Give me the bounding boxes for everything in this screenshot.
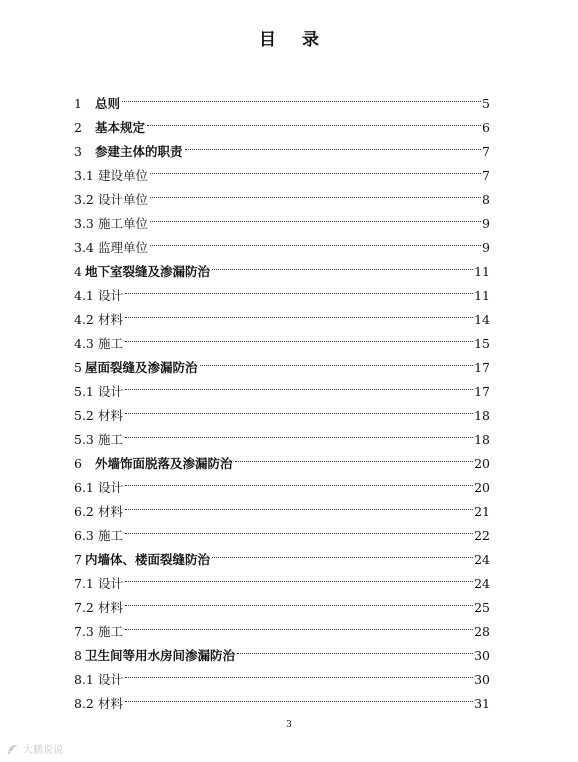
toc-entry-number: 3.3 [74, 216, 94, 231]
toc-entry[interactable] [74, 564, 490, 591]
toc-entry-label: 材料 [98, 696, 124, 711]
toc-entry-page: 9 [482, 216, 490, 231]
toc-entry-page: 25 [474, 600, 490, 615]
toc-dot-leader [236, 636, 473, 660]
toc-entry-page: 28 [474, 624, 490, 639]
toc-entry-label: 外墙饰面脱落及渗漏防治 [95, 456, 233, 471]
toc-entry-number: 2 [74, 120, 82, 135]
toc-entry-number: 3.1 [74, 168, 94, 183]
toc-entry[interactable] [74, 468, 490, 495]
toc-entry-label: 施工 [98, 432, 124, 447]
toc-entry-number: 8 [74, 648, 82, 663]
page-number: 3 [286, 720, 292, 730]
toc-entry-page: 18 [474, 432, 490, 447]
toc-dot-leader [124, 300, 473, 324]
toc-dot-leader [149, 204, 481, 228]
toc-entry-page: 7 [482, 144, 490, 159]
toc-entry-page: 17 [474, 384, 490, 399]
toc-entry-page: 31 [474, 696, 490, 711]
page-title: 目 录 [259, 30, 329, 50]
toc-entry-label: 施工 [98, 624, 124, 639]
toc-entry[interactable] [74, 636, 490, 663]
toc-dot-leader [146, 108, 481, 132]
toc-entry-page: 30 [474, 672, 490, 687]
toc-entry-number: 4.1 [74, 288, 94, 303]
toc-dot-leader [124, 588, 473, 612]
toc-entry-page: 30 [474, 648, 490, 663]
toc-entry[interactable] [74, 348, 490, 375]
toc-entry-label: 施工 [98, 336, 124, 351]
toc-entry-number: 3.2 [74, 192, 94, 207]
toc-entry-page: 8 [482, 192, 490, 207]
toc-entry-number: 6.1 [74, 480, 94, 495]
toc-entry[interactable] [74, 84, 490, 111]
toc-entry-label: 监理单位 [98, 240, 149, 255]
toc-entry-label: 设计 [98, 672, 124, 687]
toc-entry-page: 14 [474, 312, 490, 327]
toc-dot-leader [124, 564, 473, 588]
toc-dot-leader [124, 396, 473, 420]
toc-entry-page: 24 [474, 552, 490, 567]
toc-entry[interactable] [74, 660, 490, 687]
toc-entry[interactable] [74, 684, 490, 711]
toc-dot-leader [124, 372, 473, 396]
toc-entry-number: 6 [74, 456, 82, 471]
toc-entry-page: 6 [482, 120, 490, 135]
toc-entry[interactable] [74, 492, 490, 519]
watermark-logo-icon [6, 743, 20, 755]
toc-dot-leader [124, 660, 473, 684]
toc-entry-label: 屋面裂缝及渗漏防治 [85, 360, 198, 375]
toc-dot-leader [211, 540, 473, 564]
toc-entry-page: 18 [474, 408, 490, 423]
toc-dot-leader [124, 516, 473, 540]
toc-entry-page: 15 [474, 336, 490, 351]
toc-entry-number: 4 [74, 264, 82, 279]
toc-entry-label: 地下室裂缝及渗漏防治 [85, 264, 211, 279]
toc-entry[interactable] [74, 372, 490, 399]
toc-entry-number: 4.2 [74, 312, 94, 327]
toc-entry-label: 材料 [98, 600, 124, 615]
toc-entry-page: 5 [482, 96, 490, 111]
toc-entry-number: 8.1 [74, 672, 94, 687]
toc-entry-number: 7.3 [74, 624, 94, 639]
toc-entry-label: 总则 [95, 96, 121, 111]
toc-entry-number: 8.2 [74, 696, 94, 711]
toc-entry-page: 9 [482, 240, 490, 255]
toc-entry-label: 材料 [98, 312, 124, 327]
toc-entry-number: 5 [74, 360, 82, 375]
toc-entry-label: 施工 [98, 528, 124, 543]
toc-entry[interactable] [74, 540, 490, 567]
toc-entry[interactable] [74, 276, 490, 303]
toc-entry-page: 21 [474, 504, 490, 519]
toc-entry-page: 22 [474, 528, 490, 543]
toc-entry-page: 20 [474, 480, 490, 495]
toc-dot-leader [124, 612, 473, 636]
toc-entry-number: 7.2 [74, 600, 94, 615]
toc-dot-leader [124, 324, 473, 348]
toc-entry[interactable] [74, 324, 490, 351]
toc-entry-number: 3.4 [74, 240, 94, 255]
toc-entry-page: 24 [474, 576, 490, 591]
toc-entry-label: 设计 [98, 384, 124, 399]
toc-dot-leader [124, 420, 473, 444]
toc-entry-number: 3 [74, 144, 82, 159]
toc-entry-label: 设计 [98, 480, 124, 495]
toc-entry-number: 1 [74, 96, 82, 111]
toc-entry-label: 内墙体、楼面裂缝防治 [85, 552, 211, 567]
toc-entry-page: 11 [474, 288, 490, 303]
toc-dot-leader [211, 252, 473, 276]
toc-entry-label: 设计 [98, 288, 124, 303]
watermark-text: 大鹏说说 [23, 745, 63, 756]
toc-entry-number: 4.3 [74, 336, 94, 351]
toc-entry-number: 7 [74, 552, 82, 567]
toc-entry[interactable] [74, 612, 490, 639]
toc-entry-label: 建设单位 [98, 168, 149, 183]
toc-dot-leader [149, 156, 481, 180]
toc-dot-leader [149, 228, 481, 252]
toc-entry-number: 5.2 [74, 408, 94, 423]
toc-entry-label: 材料 [98, 504, 124, 519]
toc-entry[interactable] [74, 516, 490, 543]
toc-entry-label: 设计单位 [98, 192, 149, 207]
toc-entry[interactable] [74, 588, 490, 615]
toc-entry-page: 11 [474, 264, 490, 279]
toc-entry-label: 卫生间等用水房间渗漏防治 [85, 648, 236, 663]
toc-entry-page: 17 [474, 360, 490, 375]
toc-entry-label: 施工单位 [98, 216, 149, 231]
toc-entry-label: 参建主体的职责 [95, 144, 183, 159]
toc-entry-number: 5.3 [74, 432, 94, 447]
toc-entry-page: 20 [474, 456, 490, 471]
toc-dot-leader [199, 348, 474, 372]
toc-dot-leader [124, 492, 473, 516]
toc-entry[interactable] [74, 300, 490, 327]
toc-entry-label: 设计 [98, 576, 124, 591]
toc-dot-leader [149, 180, 481, 204]
toc-dot-leader [124, 684, 473, 708]
toc-dot-leader [124, 276, 473, 300]
toc-entry-number: 6.3 [74, 528, 94, 543]
toc-dot-leader [184, 132, 481, 156]
toc-dot-leader [234, 444, 474, 468]
toc-entry[interactable] [74, 396, 490, 423]
toc-dot-leader [121, 84, 481, 108]
toc-entry-number: 5.1 [74, 384, 94, 399]
toc-entry-label: 材料 [98, 408, 124, 423]
toc-dot-leader [124, 468, 473, 492]
toc-entry[interactable] [74, 444, 490, 471]
watermark [6, 741, 63, 756]
toc-entry-number: 6.2 [74, 504, 94, 519]
toc-entry[interactable] [74, 108, 490, 135]
table-of-contents [74, 84, 490, 711]
toc-entry[interactable] [74, 420, 490, 447]
toc-entry-page: 7 [482, 168, 490, 183]
toc-entry-number: 7.1 [74, 576, 94, 591]
toc-entry-label: 基本规定 [95, 120, 146, 135]
